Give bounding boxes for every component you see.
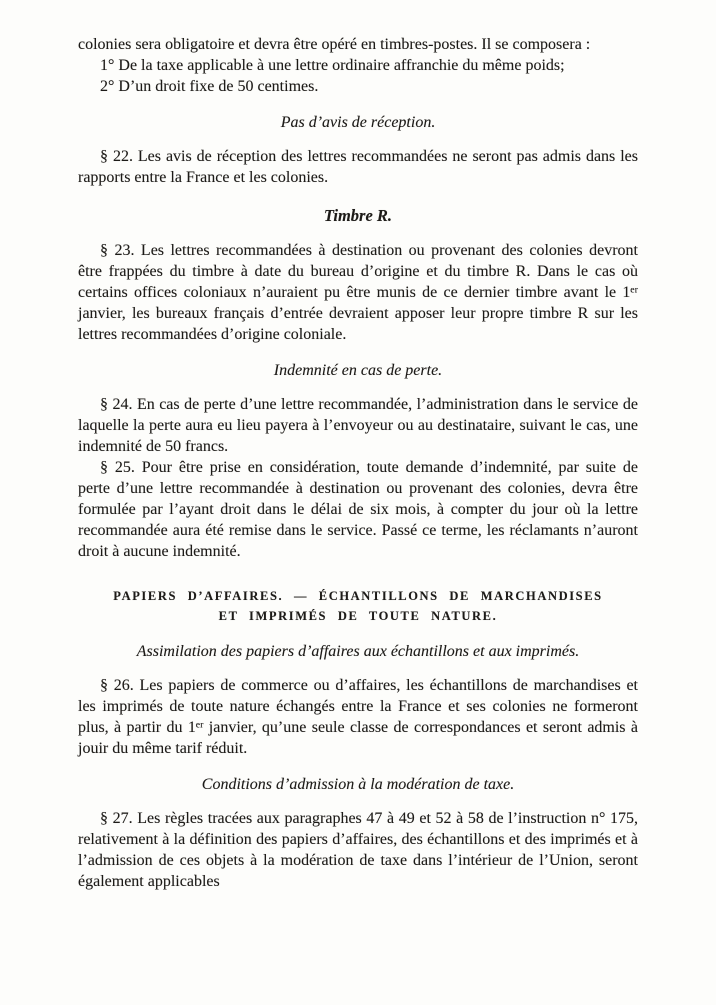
paragraph-26: § 26. Les papiers de commerce ou d’affaires, les échantillons de marchandises et les imprimés de toute nature échangés entre la France et ses colonies ne formeront plus, à partir du 1ᵉʳ janvier, qu’une seule classe de correspondances et seront admis à jouir du même tarif réduit. xyxy=(78,677,638,757)
paragraph-25: § 25. Pour être prise en considération, toute demande d’indemnité, par suite de perte d’une lettre recommandée à destination ou provenant des colonies, devra être formulée par l’ayant droit dans le délai de six mois, à compter du jour où la lettre recommandée aura été remise dans le service. Passé ce terme, les réclamants n’auront droit à aucune indemnité. xyxy=(78,459,638,560)
section-heading-conditions: Conditions d’admission à la modération de taxe. xyxy=(201,776,515,793)
section-heading-indemnite: Indemnité en cas de perte. xyxy=(273,362,443,379)
list-item-1: 1° De la taxe applicable à une lettre ordinaire affranchie du même poids; xyxy=(100,57,565,74)
section-heading-timbre-r: Timbre R. xyxy=(323,206,393,225)
paragraph-23: § 23. Les lettres recommandées à destination ou provenant des colonies devront être frappées du timbre à date du bureau d’origine et du timbre R. Dans le cas où certains offices coloniaux n’auraient pu être munis de ce dernier timbre avant le 1ᵉʳ janvier, les bureaux français d’entrée devraient apposer leur propre timbre R sur les lettres recommandées d’origine coloniale. xyxy=(78,242,638,343)
paragraph-24: § 24. En cas de perte d’une lettre recommandée, l’administration dans le service de laquelle la perte aura eu lieu payera à l’envoyeur ou au destinataire, suivant le cas, une indemnité de 50 francs. xyxy=(78,396,638,455)
document-content xyxy=(78,34,638,892)
chapter-heading-line-1: PAPIERS D’AFFAIRES. — ÉCHANTILLONS DE MARCHANDISES xyxy=(113,589,603,603)
paragraph-22: § 22. Les avis de réception des lettres recommandées ne seront pas admis dans les rapports entre la France et les colonies. xyxy=(78,148,638,186)
chapter-heading-line-2: ET IMPRIMÉS DE TOUTE NATURE. xyxy=(218,609,498,623)
list-item-2: 2° D’un droit fixe de 50 centimes. xyxy=(100,78,319,95)
paragraph-27: § 27. Les règles tracées aux paragraphes 47 à 49 et 52 à 58 de l’instruction n° 175, relativement à la définition des papiers d’affaires, des échantillons et des imprimés et à l’admission de ces objets à la modération de taxe dans l’intérieur de l’Union, seront également applicables xyxy=(78,810,638,890)
section-heading-assimilation: Assimilation des papiers d’affaires aux échantillons et aux imprimés. xyxy=(136,643,580,660)
paragraph-continuation: colonies sera obligatoire et devra être opéré en timbres-postes. Il se composera : xyxy=(78,36,591,53)
section-heading-pas-avis: Pas d’avis de réception. xyxy=(280,114,436,131)
chapter-heading-papiers-affaires xyxy=(78,586,638,626)
